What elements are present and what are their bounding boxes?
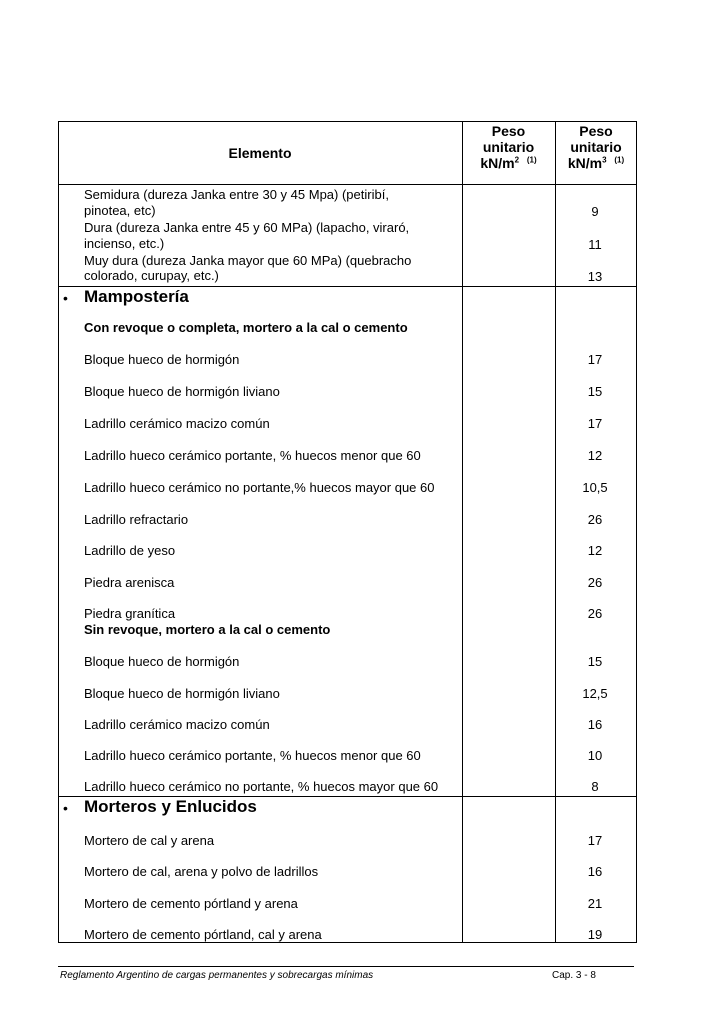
header-peso-line2: unitario xyxy=(570,139,622,155)
subsection-con-revoque: Con revoque o completa, mortero a la cal o cemento xyxy=(84,320,408,335)
row-value: 21 xyxy=(587,896,603,911)
table-row: Ladrillo cerámico macizo común xyxy=(84,416,270,431)
table-row: Ladrillo cerámico macizo común xyxy=(84,717,270,732)
subsection-sin-revoque: Sin revoque, mortero a la cal o cemento xyxy=(84,622,331,637)
unit-note: (1) xyxy=(526,155,537,165)
unit-text: kN/m xyxy=(480,155,515,171)
footer-rule xyxy=(58,966,634,967)
unit-exponent: 3 xyxy=(602,155,607,165)
footer-title: Reglamento Argentino de cargas permanentes y sobrecargas mínimas xyxy=(60,970,374,981)
row-value: 15 xyxy=(587,384,603,399)
bullet-icon: • xyxy=(63,290,68,306)
header-divider xyxy=(58,184,637,185)
header-peso-line1: Peso xyxy=(579,123,613,139)
unit-text: kN/m xyxy=(567,155,603,171)
wood-row-3-value: 13 xyxy=(587,269,603,284)
table-row: Mortero de cemento pórtland, cal y arena xyxy=(84,927,322,942)
header-peso-line2: unitario xyxy=(482,139,535,155)
row-value: 10 xyxy=(587,748,603,763)
wood-row-2-line1: Dura (dureza Janka entre 45 y 60 MPa) (lapacho, viraró, xyxy=(84,220,410,235)
wood-row-1-line2: pinotea, etc) xyxy=(84,203,156,218)
table-row: Bloque hueco de hormigón liviano xyxy=(84,686,280,701)
row-value: 10,5 xyxy=(582,480,608,495)
wood-row-1-value: 9 xyxy=(591,204,599,219)
table-row: Bloque hueco de hormigón xyxy=(84,352,240,367)
wood-row-1-line1: Semidura (dureza Janka entre 30 y 45 Mpa) (petiribí, xyxy=(84,187,389,202)
column-divider xyxy=(462,121,463,943)
table-row: Piedra granítica xyxy=(84,606,176,621)
row-value: 8 xyxy=(591,779,599,794)
table-row: Mortero de cal y arena xyxy=(84,833,215,848)
wood-row-3-line2: colorado, curupay, etc.) xyxy=(84,268,219,283)
header-elemento: Elemento xyxy=(228,145,292,161)
section-morteros: Morteros y Enlucidos xyxy=(84,797,257,816)
table-row: Piedra arenisca xyxy=(84,575,175,590)
footer-page: Cap. 3 - 8 xyxy=(552,970,596,981)
table-row: Bloque hueco de hormigón xyxy=(84,654,240,669)
wood-row-2-value: 11 xyxy=(588,237,602,252)
table-row: Ladrillo hueco cerámico no portante, % huecos mayor que 60 xyxy=(84,779,439,794)
row-value: 16 xyxy=(587,717,603,732)
bullet-icon: • xyxy=(63,800,68,816)
row-value: 16 xyxy=(587,864,603,879)
row-value: 12 xyxy=(587,448,603,463)
row-value: 12,5 xyxy=(582,686,608,701)
header-peso-m3 xyxy=(555,123,637,171)
table-row: Bloque hueco de hormigón liviano xyxy=(84,384,280,399)
row-value: 26 xyxy=(587,575,603,590)
header-peso-line1: Peso xyxy=(491,123,526,139)
table-row: Ladrillo hueco cerámico no portante,% huecos mayor que 60 xyxy=(84,480,435,495)
unit-exponent: 2 xyxy=(514,155,520,165)
row-value: 17 xyxy=(587,833,603,848)
unit-note: (1) xyxy=(614,155,625,165)
wood-row-2-line2: incienso, etc.) xyxy=(84,236,165,251)
table-row: Ladrillo de yeso xyxy=(84,543,176,558)
row-value: 17 xyxy=(587,416,603,431)
header-peso-unit xyxy=(555,155,637,171)
row-value: 15 xyxy=(587,654,603,669)
header-peso-unit xyxy=(462,155,555,171)
row-value: 19 xyxy=(587,927,603,942)
table-row: Mortero de cemento pórtland y arena xyxy=(84,896,298,911)
table-row: Ladrillo refractario xyxy=(84,512,189,527)
table-row: Ladrillo hueco cerámico portante, % huecos menor que 60 xyxy=(84,748,421,763)
row-value: 17 xyxy=(587,352,603,367)
table-row: Mortero de cal, arena y polvo de ladrillos xyxy=(84,864,319,879)
section-mamposteria: Mampostería xyxy=(84,287,189,306)
header-peso-m2 xyxy=(462,123,555,171)
row-value: 26 xyxy=(587,512,603,527)
wood-row-3-line1: Muy dura (dureza Janka mayor que 60 MPa) (quebracho xyxy=(84,253,412,268)
row-value: 12 xyxy=(587,543,603,558)
table-row: Ladrillo hueco cerámico portante, % huecos menor que 60 xyxy=(84,448,421,463)
row-value: 26 xyxy=(587,606,603,621)
